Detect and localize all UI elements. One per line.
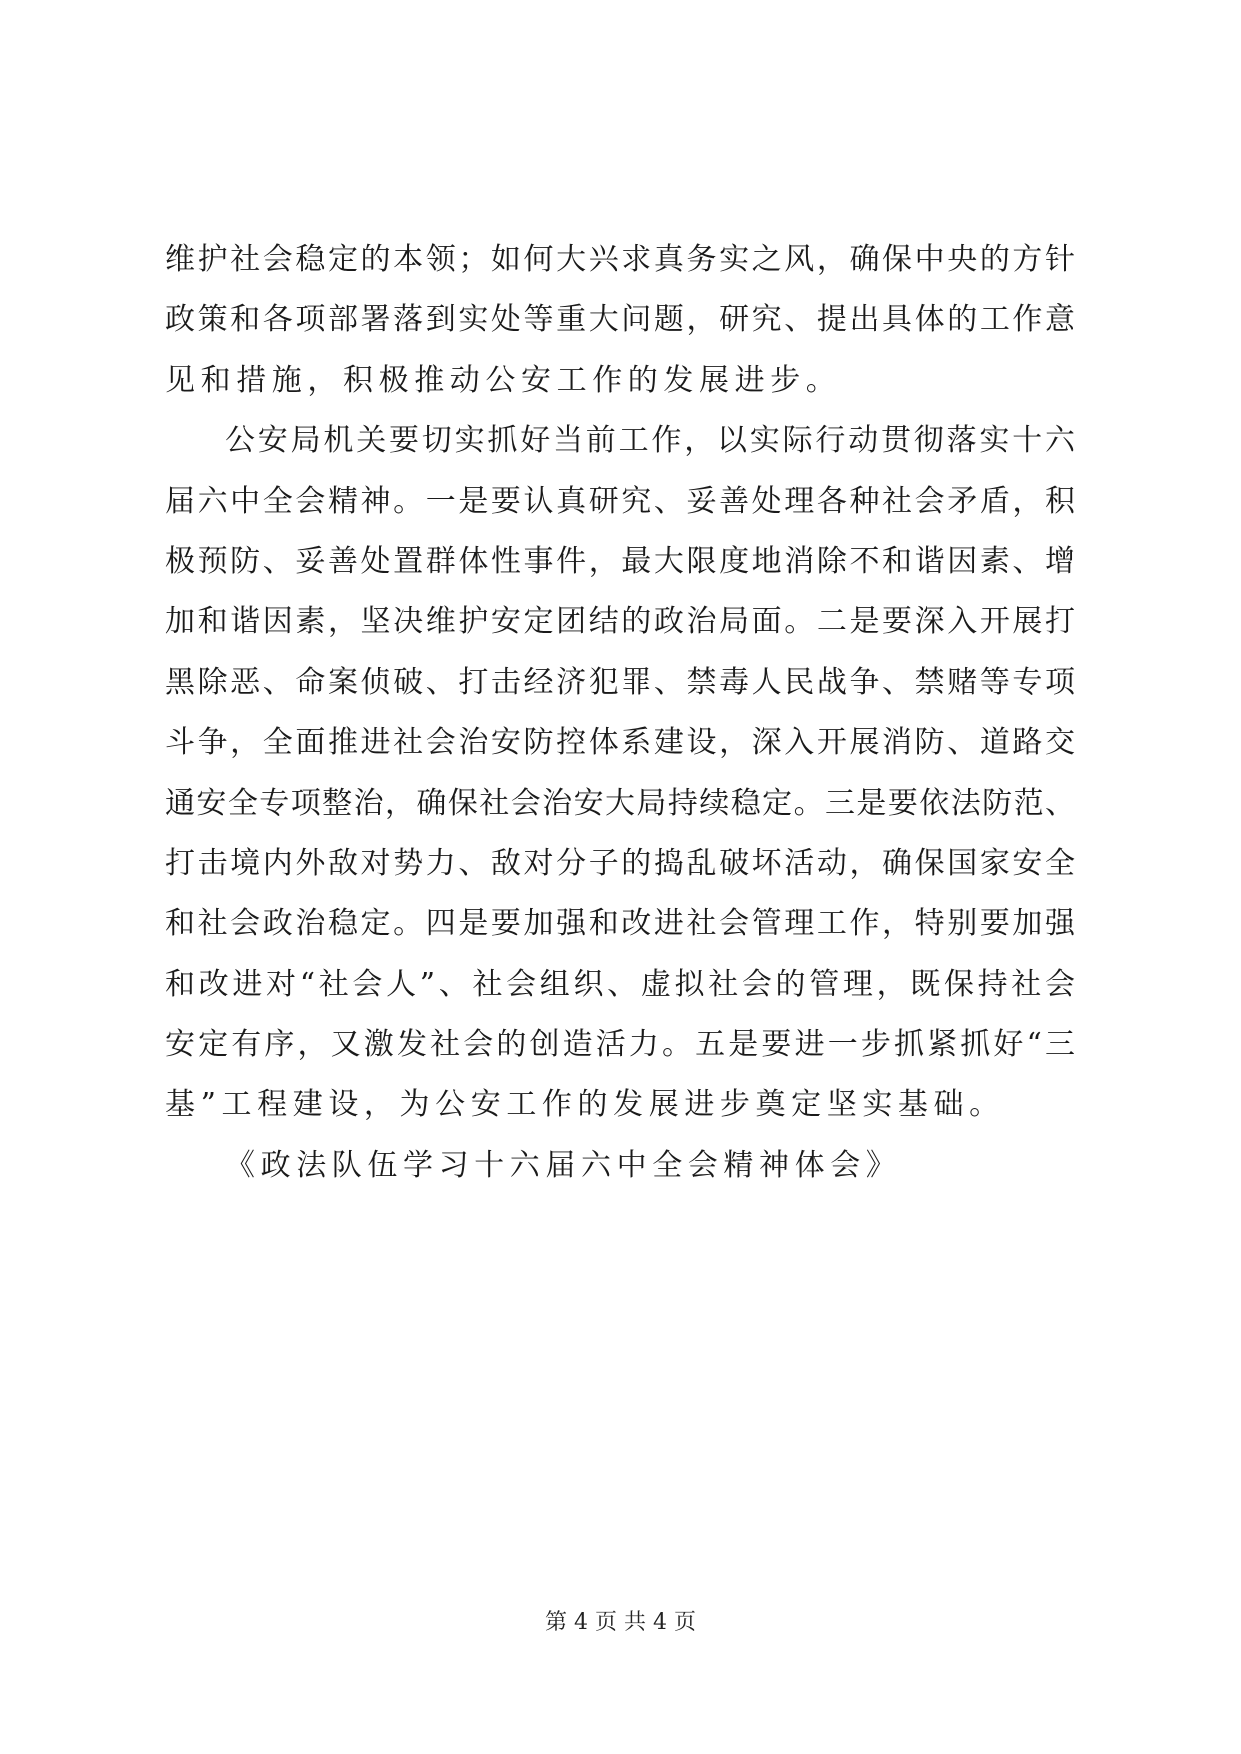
document-body — [165, 230, 1075, 1196]
text-line: 加和谐因素，坚决维护安定团结的政治局面。二是要深入开展打 — [165, 604, 1075, 640]
text-line: 届六中全会精神。一是要认真研究、妥善处理各种社会矛盾，积 — [165, 483, 1075, 519]
text-line: 斗争，全面推进社会治安防控体系建设，深入开展消防、道路交 — [165, 725, 1075, 761]
text-line: 和社会政治稳定。四是要加强和改进社会管理工作，特别要加强 — [165, 906, 1075, 942]
text-line: 公安局机关要切实抓好当前工作，以实际行动贯彻落实十六 — [225, 423, 1075, 459]
text-line: 政策和各项部署落到实处等重大问题，研究、提出具体的工作意 — [165, 302, 1075, 338]
text-line: 维护社会稳定的本领；如何大兴求真务实之风，确保中央的方针 — [165, 242, 1075, 277]
text-line: 打击境内外敌对势力、敌对分子的捣乱破坏活动，确保国家安全 — [165, 845, 1075, 881]
text-line: 和改进对“社会人”、社会组织、虚拟社会的管理，既保持社会 — [165, 966, 1075, 1002]
text-line: 安定有序，又激发社会的创造活力。五是要进一步抓紧抓好“三 — [165, 1027, 1075, 1063]
text-line: 黑除恶、命案侦破、打击经济犯罪、禁毒人民战争、禁赌等专项 — [165, 664, 1075, 700]
document-title-reference: 《政法队伍学习十六届六中全会精神体会》 — [225, 1147, 902, 1183]
text-line: 见和措施，积极推动公安工作的发展进步。 — [165, 362, 842, 398]
page-number-footer: 第 4 页 共 4 页 — [545, 1610, 696, 1635]
text-line: 极预防、妥善处置群体性事件，最大限度地消除不和谐因素、增 — [165, 543, 1075, 579]
text-line: 基”工程建设，为公安工作的发展进步奠定坚实基础。 — [165, 1087, 1005, 1123]
text-line: 通安全专项整治，确保社会治安大局持续稳定。三是要依法防范、 — [165, 785, 1075, 821]
